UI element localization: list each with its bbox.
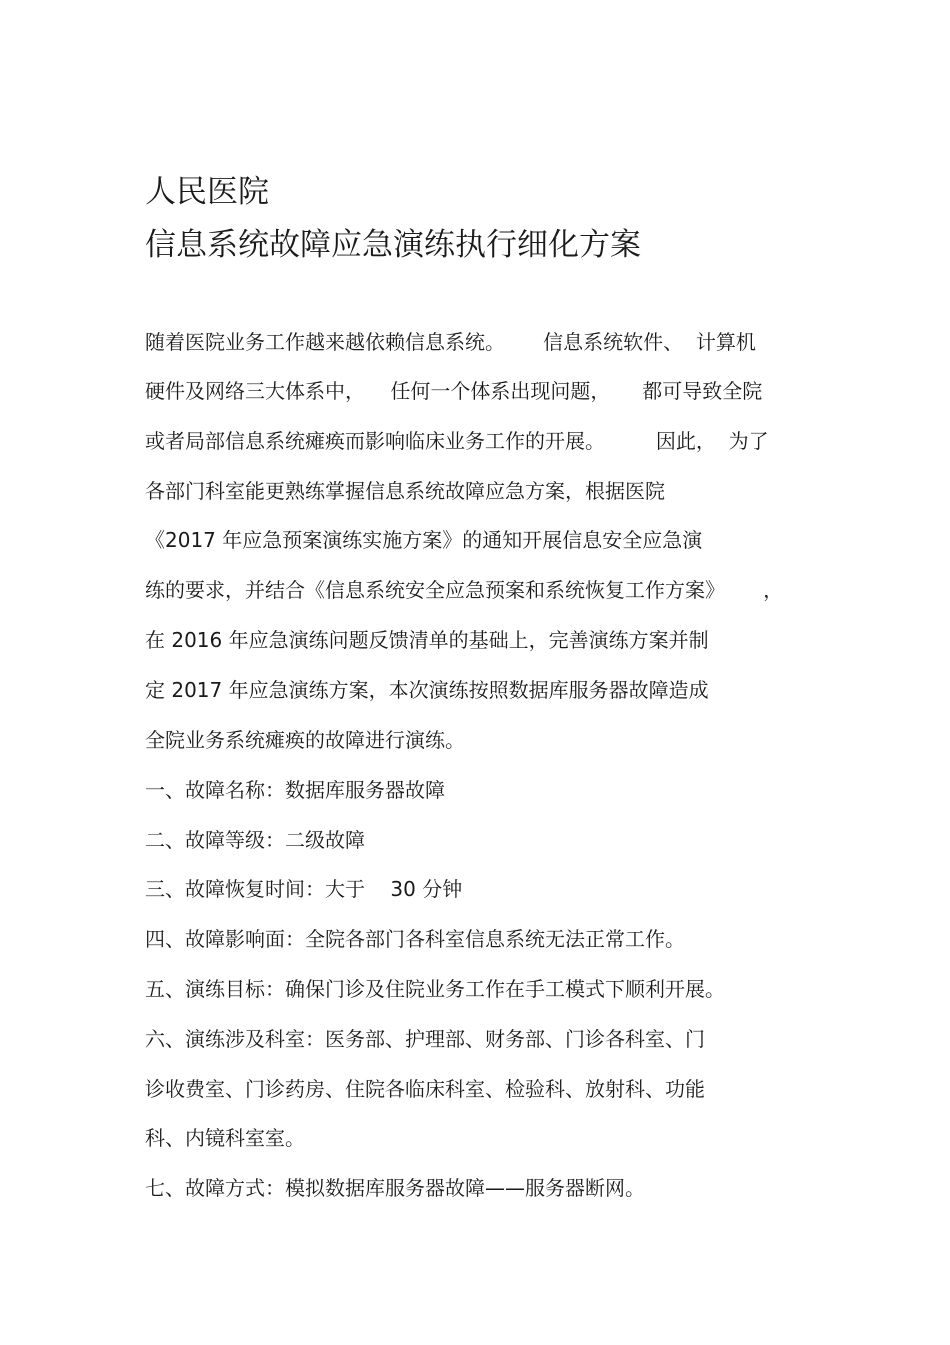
recovery-time-item: 三、故障恢复时间：大于 30 分钟 bbox=[145, 877, 463, 901]
document-title: 信息系统故障应急演练执行细化方案 bbox=[145, 227, 641, 263]
paragraph-line: 随着医院业务工作越来越依赖信息系统。 信息系统软件、 计算机 bbox=[145, 330, 756, 354]
fault-name-item: 一、故障名称：数据库服务器故障 bbox=[145, 778, 445, 802]
fault-level-item: 二、故障等级：二级故障 bbox=[145, 828, 365, 852]
paragraph-line: 各部门科室能更熟练掌握信息系统故障应急方案，根据医院 bbox=[145, 479, 665, 503]
paragraph-line: 练的要求，并结合《信息系统安全应急预案和系统恢复工作方案》 ， bbox=[145, 578, 784, 602]
departments-item-cont: 诊收费室、门诊药房、住院各临床科室、检验科、放射科、功能 bbox=[145, 1077, 705, 1101]
paragraph-line: 《2017 年应急预案演练实施方案》的通知开展信息安全应急演 bbox=[145, 528, 703, 552]
drill-goal-item: 五、演练目标：确保门诊及住院业务工作在手工模式下顺利开展。 bbox=[145, 977, 725, 1001]
paragraph-line: 或者局部信息系统瘫痪而影响临床业务工作的开展。 因此， 为了 bbox=[145, 429, 769, 453]
paragraph-line: 硬件及网络三大体系中， 任何一个体系出现问题， 都可导致全院 bbox=[145, 379, 763, 403]
paragraph-line: 在 2016 年应急演练问题反馈清单的基础上，完善演练方案并制 bbox=[145, 628, 709, 652]
departments-item-cont: 科、内镜科室室。 bbox=[145, 1126, 305, 1150]
paragraph-line: 定 2017 年应急演练方案，本次演练按照数据库服务器故障造成 bbox=[145, 678, 709, 702]
fault-method-item: 七、故障方式：模拟数据库服务器故障——服务器断网。 bbox=[145, 1176, 645, 1200]
departments-item: 六、演练涉及科室：医务部、护理部、财务部、门诊各科室、门 bbox=[145, 1027, 705, 1051]
hospital-title: 人民医院 bbox=[145, 174, 269, 210]
impact-scope-item: 四、故障影响面：全院各部门各科室信息系统无法正常工作。 bbox=[145, 927, 685, 951]
paragraph-line: 全院业务系统瘫痪的故障进行演练。 bbox=[145, 728, 465, 752]
